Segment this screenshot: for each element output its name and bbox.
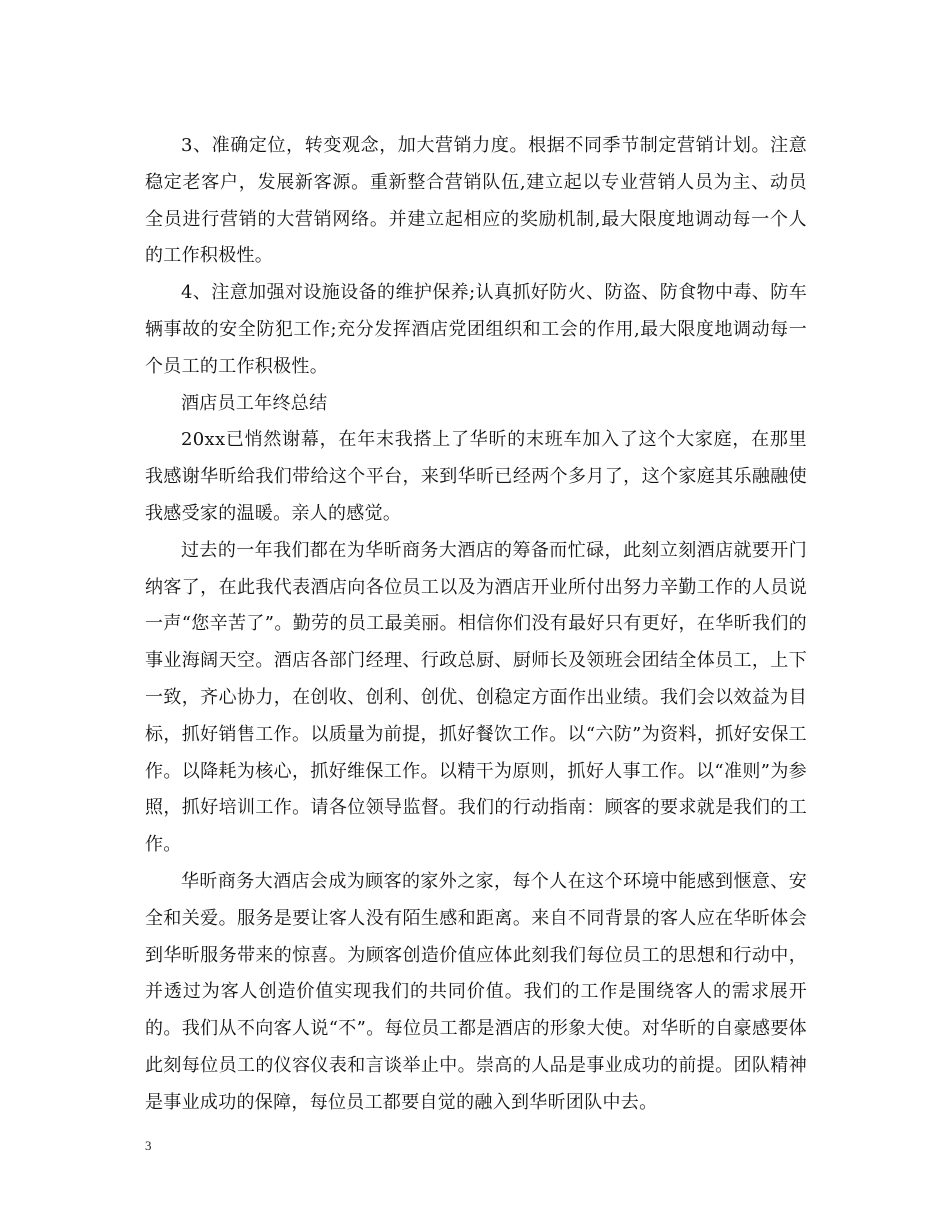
document-body — [145, 128, 807, 1122]
paragraph-past-year: 过去的一年我们都在为华昕商务大酒店的筹备而忙碌，此刻立刻酒店就要开门纳客了，在此我代表酒店向各位员工以及为酒店开业所付出努力辛勤工作的人员说一声“您辛苦了”。勤劳的员工最美丽。相信你们没有最好只有更好，在华昕我们的事业海阔天空。酒店各部门经理、行政总厨、厨师长及领班会团结全体员工，上下一致，齐心协力，在创收、创利、创优、创稳定方面作出业绩。我们会以效益为目标，抓好销售工作。以质量为前提，抓好餐饮工作。以“六防”为资料，抓好安保工作。以降耗为核心，抓好维保工作。以精干为原则，抓好人事工作。以“准则”为参照，抓好培训工作。请各位领导监督。我们的行动指南：顾客的要求就是我们的工作。 — [145, 539, 807, 856]
page-number: 3 — [145, 1138, 152, 1153]
paragraph-home-away: 华昕商务大酒店会成为顾客的家外之家，每个人在这个环境中能感到惬意、安全和关爱。服务是要让客人没有陌生感和距离。来自不同背景的客人应在华昕体会到华昕服务带来的惊喜。为顾客创造价值应体此刻我们每位员工的思想和行动中，并透过为客人创造价值实现我们的共同价值。我们的工作是围绕客人的需求展开的。我们从不向客人说“不”。每位员工都是酒店的形象大使。对华昕的自豪感要体此刻每位员工的仪容仪表和言谈举止中。崇高的人品是事业成功的前提。团队精神是事业成功的保障，每位员工都要自觉的融入到华昕团队中去。 — [145, 870, 807, 1113]
section-heading: 酒店员工年终总结 — [181, 392, 328, 414]
paragraph-intro: 20xx已悄然谢幕，在年末我搭上了华昕的末班车加入了这个大家庭，在那里我感谢华昕给我们带给这个平台，来到华昕已经两个多月了，这个家庭其乐融融使我感受家的温暖。亲人的感觉。 — [145, 429, 807, 524]
paragraph-marketing: 3、准确定位，转变观念，加大营销力度。根据不同季节制定营销计划。注意稳定老客户，发展新客源。重新整合营销队伍,建立起以专业营销人员为主、动员全员进行营销的大营销网络。并建立起相应的奖励机制,最大限度地调动每一个人的工作积极性。 — [145, 135, 807, 267]
paragraph-maintenance: 4、注意加强对设施设备的维护保养;认真抓好防火、防盗、防食物中毒、防车辆事故的安全防犯工作;充分发挥酒店党团组织和工会的作用,最大限度地调动每一个员工的工作积极性。 — [145, 282, 807, 377]
